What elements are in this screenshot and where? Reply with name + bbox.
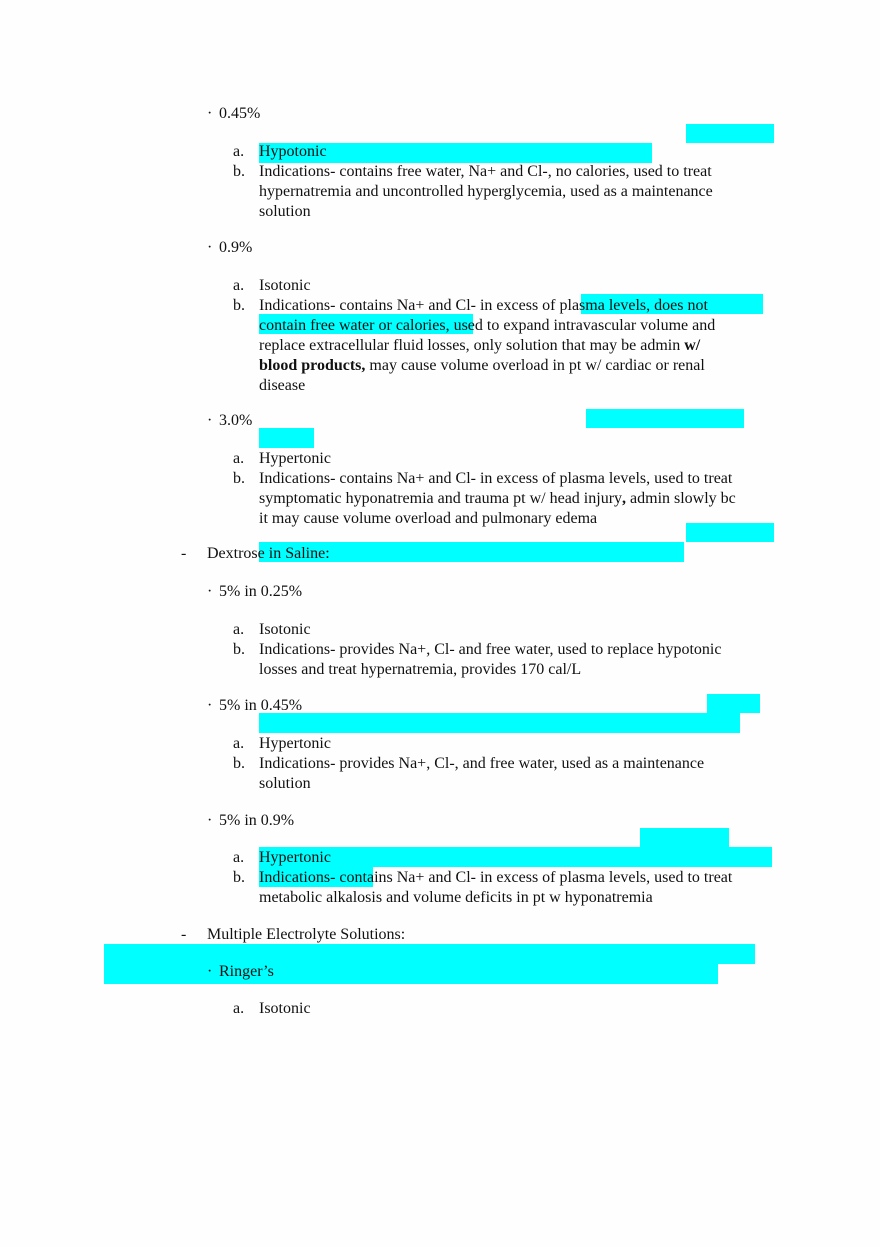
item-marker: a.	[233, 735, 245, 752]
item-text: Indications- contains Na+ and Cl- in excess of plasma levels, used to treat	[259, 470, 733, 487]
bullet: ·	[207, 812, 213, 829]
item-text	[259, 356, 705, 376]
highlight-mark	[259, 847, 772, 867]
section-heading: Ringer’s	[219, 963, 274, 980]
item-text: disease	[259, 377, 306, 394]
bullet: ·	[207, 105, 213, 122]
section-heading: 5% in 0.25%	[219, 583, 303, 600]
highlight-mark	[686, 124, 774, 143]
highlight-mark	[259, 713, 740, 733]
item-text-plain: symptomatic hyponatremia and trauma pt w/ head injury	[259, 490, 623, 507]
item-marker: a.	[233, 1000, 245, 1017]
item-marker: a.	[233, 849, 245, 866]
highlight-mark	[640, 828, 729, 847]
item-text-bold: blood products,	[259, 357, 366, 374]
item-text-bold: w/	[684, 337, 701, 354]
item-text: Indications- provides Na+, Cl- and free water, used to replace hypotonic	[259, 641, 722, 658]
item-text-plain: admin slowly bc	[630, 490, 736, 507]
highlight-mark	[104, 944, 755, 964]
item-marker: b.	[233, 869, 245, 886]
section-heading: 5% in 0.45%	[219, 697, 303, 714]
item-marker: b.	[233, 641, 245, 658]
bullet: ·	[207, 963, 213, 980]
item-text: Indications- contains Na+ and Cl- in excess of plasma levels, does not	[259, 297, 708, 314]
item-text: Hypertonic	[259, 735, 331, 752]
item-marker: b.	[233, 470, 245, 487]
item-marker: a.	[233, 450, 245, 467]
bullet: ·	[207, 412, 213, 429]
highlight-mark	[586, 409, 744, 428]
item-text: Hypotonic	[259, 143, 327, 160]
item-text: it may cause volume overload and pulmonary edema	[259, 510, 598, 527]
section-heading: Dextrose in Saline:	[207, 545, 330, 562]
bullet: ·	[207, 239, 213, 256]
item-text: Indications- provides Na+, Cl-, and free water, used as a maintenance	[259, 755, 705, 772]
item-text	[259, 489, 736, 509]
bullet: ·	[207, 583, 213, 600]
item-text: losses and treat hypernatremia, provides 170 cal/L	[259, 661, 582, 678]
item-text: hypernatremia and uncontrolled hyperglycemia, used as a maintenance	[259, 183, 713, 200]
item-marker: b.	[233, 163, 245, 180]
item-text: Indications- contains Na+ and Cl- in excess of plasma levels, used to treat	[259, 869, 733, 886]
section-heading: 5% in 0.9%	[219, 812, 295, 829]
item-text-plain: replace extracellular fluid losses, only solution that may be admin	[259, 337, 681, 354]
item-text: Indications- contains free water, Na+ and Cl-, no calories, used to treat	[259, 163, 712, 180]
item-text: contain free water or calories, used to expand intravascular volume and	[259, 317, 716, 334]
item-text: Hypertonic	[259, 849, 331, 866]
item-marker: a.	[233, 143, 245, 160]
dash-marker: -	[181, 545, 187, 562]
item-text: Isotonic	[259, 1000, 311, 1017]
item-marker: b.	[233, 297, 245, 314]
item-marker: a.	[233, 277, 245, 294]
item-text: solution	[259, 775, 311, 792]
section-heading: Multiple Electrolyte Solutions:	[207, 926, 406, 943]
section-heading: 0.45%	[219, 105, 261, 122]
item-marker: b.	[233, 755, 245, 772]
item-text: metabolic alkalosis and volume deficits in pt w hyponatremia	[259, 889, 653, 906]
item-text	[259, 336, 700, 356]
highlight-mark	[707, 694, 760, 713]
item-text: solution	[259, 203, 311, 220]
section-heading: 3.0%	[219, 412, 253, 429]
item-text-bold: ,	[622, 490, 627, 507]
bullet: ·	[207, 697, 213, 714]
highlight-mark	[104, 964, 718, 984]
item-text: Isotonic	[259, 621, 311, 638]
item-marker: a.	[233, 621, 245, 638]
section-heading: 0.9%	[219, 239, 253, 256]
highlight-mark	[259, 428, 314, 448]
highlight-mark	[686, 523, 774, 542]
item-text-plain: may cause volume overload in pt w/ cardiac or renal	[369, 357, 705, 374]
item-text: Hypertonic	[259, 450, 331, 467]
dash-marker: -	[181, 926, 187, 943]
item-text: Isotonic	[259, 277, 311, 294]
